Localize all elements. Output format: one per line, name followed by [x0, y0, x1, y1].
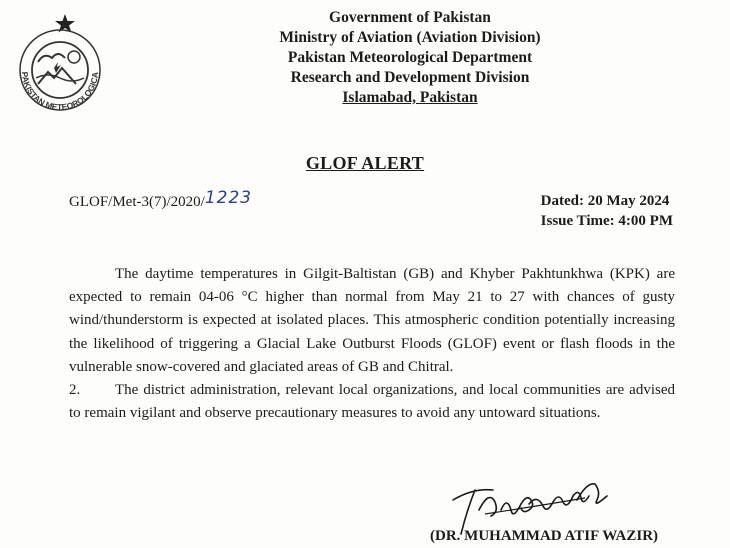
letterhead — [210, 8, 610, 108]
header-department: Pakistan Meteorological Department — [287, 49, 533, 66]
paragraph-1: The daytime temperatures in Gilgit-Baltistan (GB) and Khyber Pakhtunkhwa (KPK) are expected to remain 04-06 °C higher than normal from May 21 to 27 with chances of gusty wind/thunderstorm is expected at isolated places. This atmospheric condition potentially increasing the likelihood of triggering a Glacial Lake Outburst Floods (GLOF) event or flash floods in the vulnerable snow-covered and glaciated areas of GB and Chitral. — [69, 266, 675, 375]
document-body — [69, 263, 675, 425]
issue-time-text: Issue Time: 4:00 PM — [540, 213, 673, 229]
pmd-emblem-icon — [8, 12, 108, 120]
handwritten-reference: 1223 — [204, 188, 253, 208]
header-ministry: Ministry of Aviation (Aviation Division) — [279, 29, 541, 46]
paragraph-2-text: The district administration, relevant local organizations, and local communities are advised to remain vigilant and observe precautionary measures to avoid any untoward situations. — [69, 382, 675, 422]
header-division: Research and Development Division — [290, 69, 530, 86]
signatory-name: (DR. MUHAMMAD ATIF WAZIR) — [430, 528, 659, 544]
paragraph-2 — [69, 379, 675, 425]
svg-text:PAKISTAN METEOROLOGICAL DEPART: PAKISTAN METEOROLOGICA — [19, 71, 101, 113]
header-city: Islamabad, Pakistan — [342, 89, 478, 106]
reference-prefix: GLOF/Met-3(7)/2020/ — [69, 194, 205, 210]
document-title: GLOF ALERT — [305, 153, 425, 173]
dated-text: Dated: 20 May 2024 — [540, 193, 670, 209]
reference-number — [69, 188, 253, 211]
date-block — [541, 191, 673, 231]
header-government: Government of Pakistan — [329, 9, 491, 26]
paragraph-2-number: 2. — [69, 382, 81, 399]
